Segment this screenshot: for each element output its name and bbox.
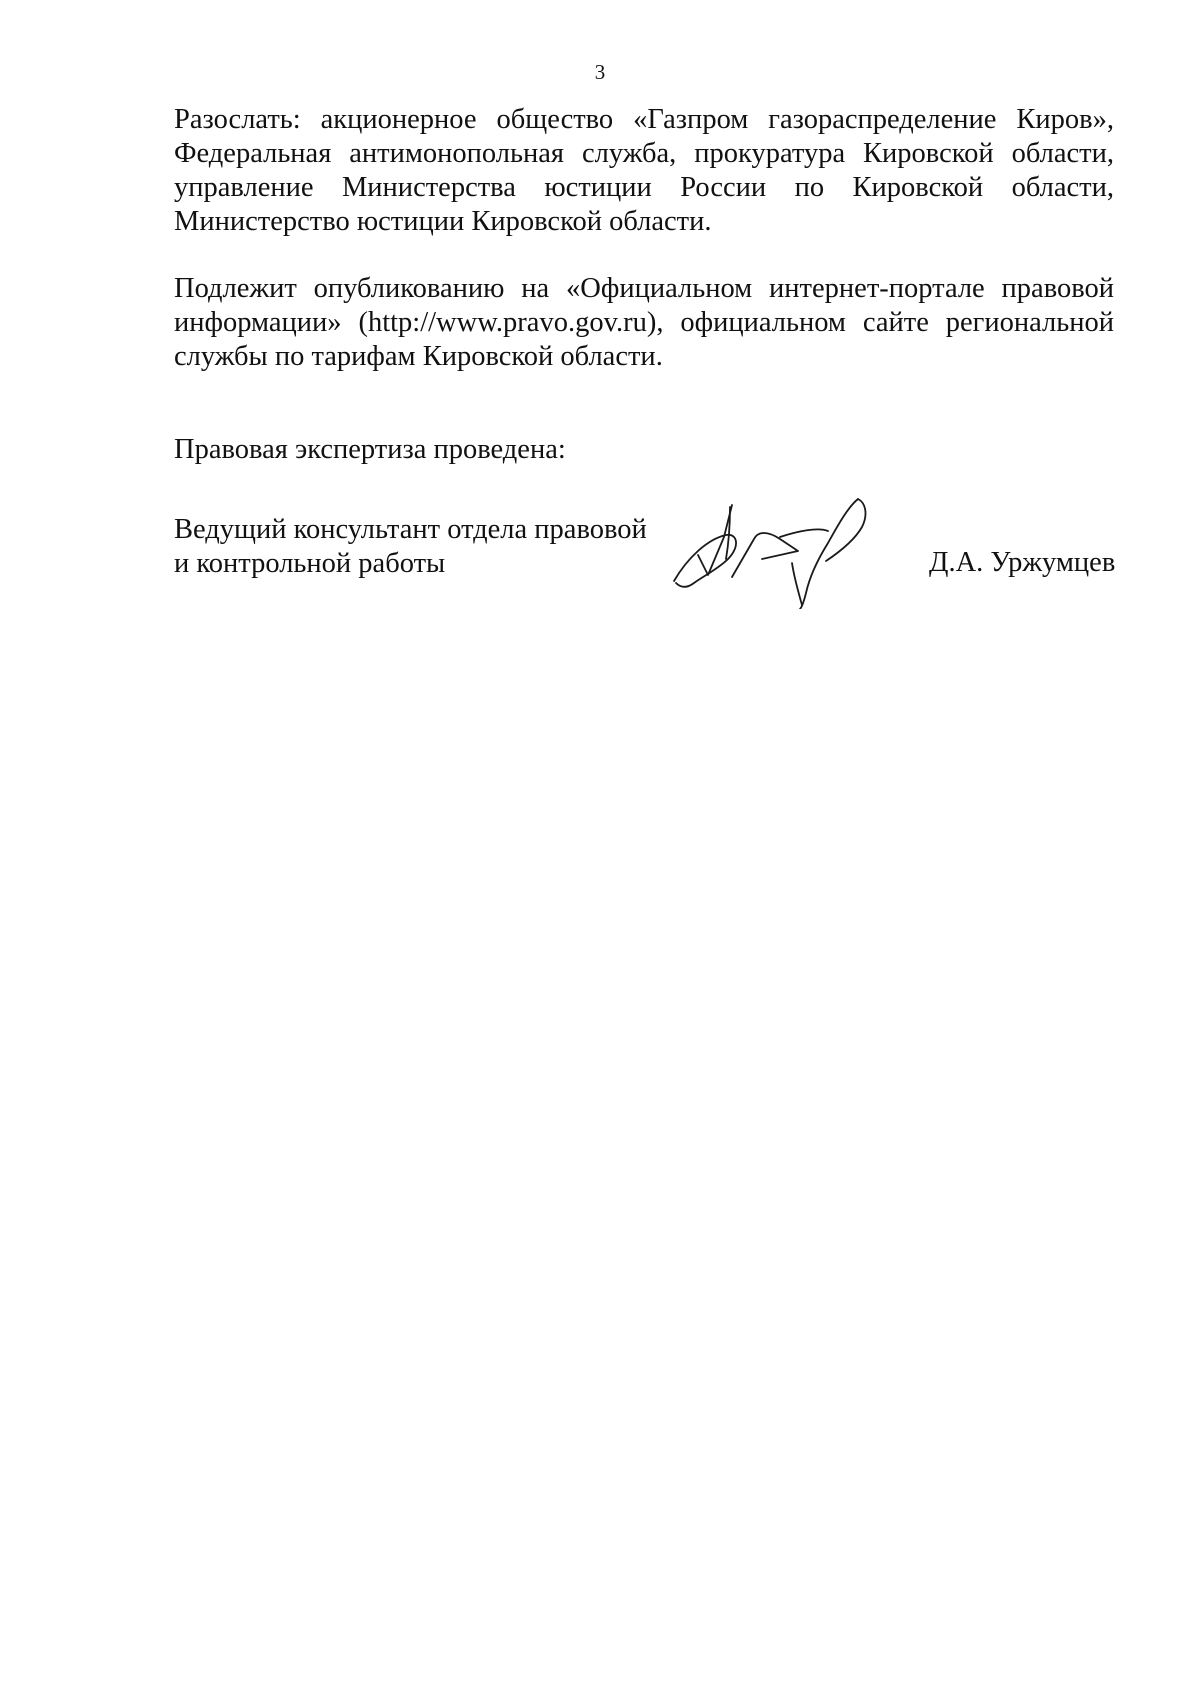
signer-name: Д.А. Уржумцев bbox=[929, 547, 1116, 578]
page-number: 3 bbox=[594, 60, 606, 84]
signer-position bbox=[174, 513, 647, 581]
signer-position-line-1: Ведущий консультант отдела правовой bbox=[174, 514, 647, 545]
handwritten-signature bbox=[668, 497, 878, 609]
publication-notice-paragraph: Подлежит опубликованию на «Официальном интернет-портале правовой информации» (http://www.pravo.gov.ru), официальном сайте региональной службы по тарифам Кировской области. bbox=[174, 273, 1114, 372]
legal-review-label: Правовая экспертиза проведена: bbox=[174, 434, 566, 465]
distribution-list-paragraph: Разослать: акционерное общество «Газпром газораспределение Киров», Федеральная антимонопольная служба, прокуратура Кировской области, управление Министерства юстиции России по Кировской области, Министерство юстиции Кировской области. bbox=[174, 104, 1114, 237]
signer-position-line-2: и контрольной работы bbox=[174, 548, 446, 579]
